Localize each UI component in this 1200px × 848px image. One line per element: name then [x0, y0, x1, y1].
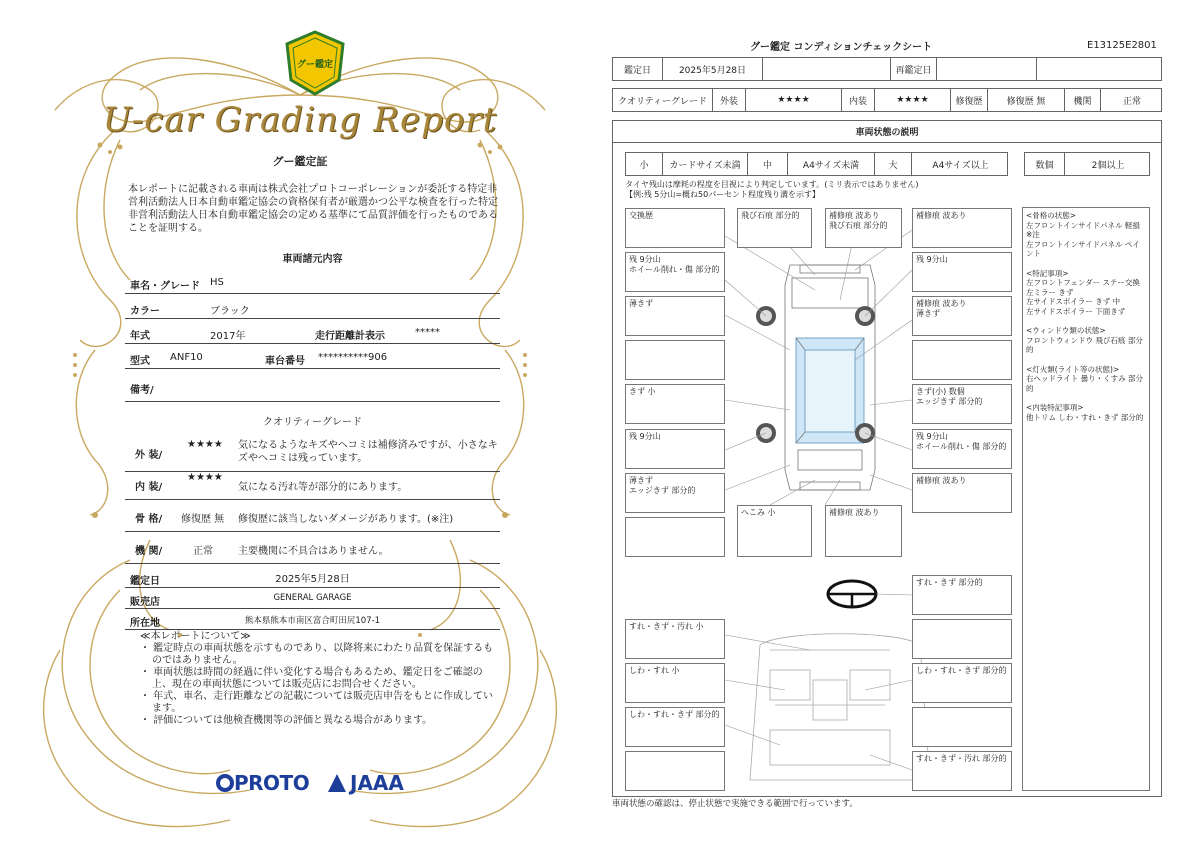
engine-label: 機関 — [1065, 89, 1101, 111]
jaaa-logo-text: JAAA — [350, 771, 404, 795]
damage-label: きず 小 — [625, 384, 725, 424]
summary-line: 右ヘッドライト 曇り・くすみ 部分的 — [1026, 374, 1144, 393]
damage-label: 薄きず エッジきず 部分的 — [625, 473, 725, 513]
chassis-label: 車台番号 — [265, 356, 305, 367]
engine-value: 正常 — [1122, 96, 1141, 107]
frame-label: 骨 格/ — [135, 514, 163, 525]
certificate-title: グー鑑定証 — [272, 155, 328, 168]
name-label: 車名・グレード — [130, 281, 200, 292]
inspection-date-value: 2025年5月28日 — [663, 58, 763, 80]
summary-line: 左フロントインサイドパネル ペイント — [1026, 239, 1140, 258]
date-value: 2025年5月28日 — [275, 574, 350, 585]
exterior-description: 気になるようなキズやヘコミは補修済みですが、小さなキズやヘコミは残っています。 — [238, 440, 498, 464]
damage-label: 残 9分山 ホイール削れ・傷 部分的 — [625, 252, 725, 292]
note-item: ・ 年式、車名、走行距離などの記載については販売店申告をもとに作成しています。 — [140, 691, 493, 714]
sheet-code: E13125E2801 — [1087, 40, 1157, 51]
summary-line: <灯火類(ライト等の状態)> — [1026, 364, 1120, 374]
chassis-value: **********906 — [318, 352, 388, 363]
summary-line: 他トリム しわ・すれ・きず 部分的 — [1026, 412, 1144, 422]
damage-label: 交換歴 — [625, 208, 725, 248]
int-stars: ★★★★ — [875, 89, 951, 111]
damage-label: 補修痕 波あり 薄きず — [912, 296, 1012, 336]
odometer-label: 走行距離計表示 — [315, 331, 385, 342]
damage-label: しわ・すれ・きず 部分的 — [912, 663, 1012, 703]
condition-summary — [1022, 207, 1150, 791]
damage-label: しわ・すれ 小 — [625, 663, 725, 703]
quality-section-title: クオリティーグレード — [263, 417, 362, 428]
spec-section-title: 車両諸元内容 — [282, 254, 343, 265]
engine-description: 主要機関に不具合はありません。 — [238, 546, 389, 557]
report-notes — [140, 631, 500, 727]
info-row-date — [125, 568, 500, 588]
damage-label-empty — [625, 751, 725, 791]
damage-label: 補修痕 波あり — [912, 208, 1012, 248]
summary-line: 左フロントフェンダー ステー交換 — [1026, 278, 1140, 287]
note-item: ・ 車両状態は時間の経過に伴い変化する場合もあるため、鑑定日をご確認の上、現在の車両状態については販売店にお問合せください。 — [140, 667, 483, 690]
report-script-title: U-car Grading Report — [102, 100, 498, 140]
damage-label-empty — [912, 619, 1012, 659]
certificate-statement: 本レポートに記載される車両は株式会社プロトコーポレーションが委託する特定非営利活動法人日本自動車鑑定協会の資格保有者が厳選かつ公平な検査を行った特定非営利活動法人日本自動車鑑定協会の定める基準にて品質評価を行ったものであることを証明する。 — [128, 184, 498, 234]
note-item: ・ 鑑定時点の車両状態を示すものであり、以降将来にわたり品質を保証するものではありません。 — [140, 643, 494, 666]
quality-row-frame — [125, 502, 500, 532]
damage-label: しわ・すれ・きず 部分的 — [625, 707, 725, 747]
name-value: HS — [210, 277, 224, 288]
reinspection-label: 再鑑定日 — [891, 58, 937, 80]
quality-row-engine — [125, 534, 500, 564]
spec-row-year — [125, 322, 500, 344]
spec-row-name — [125, 272, 500, 294]
size-large-label: 大 — [875, 153, 912, 175]
size-small-desc: カードサイズ未満 — [663, 153, 748, 175]
date-label: 鑑定日 — [130, 576, 160, 587]
damage-label: すれ・きず・汚れ 小 — [625, 619, 725, 659]
damage-label-empty — [625, 340, 725, 380]
spec-row-model — [125, 347, 500, 369]
damage-label: 残 9分山 — [625, 429, 725, 469]
damage-label: 薄きず — [625, 296, 725, 336]
int-label: 内装 — [842, 89, 875, 111]
engine-value: 正常 — [193, 546, 213, 557]
summary-line: 左サイドスポイラー 下面きず — [1026, 306, 1126, 316]
info-row-shop — [125, 589, 500, 609]
quality-row-exterior — [125, 434, 500, 472]
model-label: 型式 — [130, 356, 150, 367]
condition-check-sheet — [600, 0, 1200, 848]
size-mid-label: 中 — [748, 153, 788, 175]
exterior-stars: ★★★★ — [187, 439, 223, 450]
quality-label: クオリティーグレード — [613, 89, 713, 111]
notes-title: ≪本レポートについて≫ — [140, 631, 251, 642]
badge-text: グー鑑定 — [296, 59, 333, 70]
size-mid-desc: A4サイズ未満 — [788, 153, 875, 175]
sheet-footer-note: 車両状態の確認は、停止状態で実施できる範囲で行っています。 — [612, 799, 858, 809]
proto-logo-text: PROTO — [234, 771, 310, 795]
damage-label: 残 9分山 — [912, 252, 1012, 292]
condition-section-title: 車両状態の説明 — [613, 121, 1161, 143]
summary-gap — [1026, 393, 1146, 403]
proto-logo — [216, 771, 309, 795]
repair-label: 修復歴 — [951, 89, 988, 111]
address-value: 熊本県熊本市南区富合町田尻107-1 — [244, 616, 381, 626]
damage-label-empty — [912, 340, 1012, 380]
summary-line: <骨格の状態> — [1026, 211, 1077, 220]
spec-row-remarks — [125, 374, 500, 402]
summary-gap — [1026, 259, 1146, 269]
damage-label: 補修痕 波あり 飛び石痕 部分的 — [825, 208, 902, 248]
jaaa-logo — [328, 771, 404, 795]
interior-stars: ★★★★ — [187, 472, 223, 483]
damage-label-empty — [912, 707, 1012, 747]
note-item: ・ 評価については他検査機関等の評価と異なる場合があります。 — [140, 715, 433, 726]
summary-line: 左フロントインサイドパネル 軽損 — [1026, 220, 1140, 230]
summary-gap — [1026, 355, 1146, 365]
goo-appraisal-badge — [287, 32, 343, 94]
summary-line: 左サイドスポイラー きず 中 — [1026, 297, 1121, 306]
info-row-address — [125, 610, 500, 630]
summary-line: <ウィンドウ類の状態> — [1026, 326, 1106, 335]
damage-label: 残 9分山 ホイール削れ・傷 部分的 — [912, 429, 1012, 469]
tire-note: タイヤ残山は摩耗の程度を目視により判定しています。(ミリ表示ではありません) — [625, 180, 919, 189]
sheet-title: グー鑑定 コンディションチェックシート — [750, 42, 933, 53]
count-desc: 2個以上 — [1091, 160, 1125, 171]
damage-label: 補修痕 波あり — [825, 505, 902, 557]
frame-description: 修復歴に該当しないダメージがあります。(※注) — [238, 514, 454, 525]
damage-label: きず(小) 数個 エッジきず 部分的 — [912, 384, 1012, 424]
tire-example: 【例:残 5分山=概ね50パーセント程度残り溝を示す】 — [625, 190, 821, 199]
interior-label: 内 装/ — [135, 482, 163, 493]
quality-row-interior — [125, 470, 500, 500]
damage-label: すれ・きず・汚れ 部分的 — [912, 751, 1012, 791]
exterior-label: 外 装/ — [135, 450, 163, 461]
ext-label: 外装 — [713, 89, 746, 111]
summary-line: ※注 — [1026, 230, 1040, 239]
summary-gap — [1026, 316, 1146, 326]
summary-line: <内装特記事項> — [1026, 403, 1084, 412]
remarks-label: 備考/ — [130, 385, 154, 396]
engine-label: 機 関/ — [135, 546, 163, 557]
damage-label: すれ・きず 部分的 — [912, 575, 1012, 615]
odometer-value: ***** — [415, 327, 440, 338]
damage-label: へこみ 小 — [737, 505, 812, 557]
spec-row-color — [125, 297, 500, 319]
summary-line: フロントウィンドウ 飛び石痕 部分的 — [1026, 335, 1143, 354]
size-large-desc: A4サイズ以上 — [932, 160, 989, 171]
shop-label: 販売店 — [130, 597, 160, 608]
model-value: ANF10 — [170, 352, 203, 363]
damage-label: 飛び石痕 部分的 — [737, 208, 812, 248]
inspection-date-label: 鑑定日 — [613, 58, 663, 80]
count-label: 数個 — [1025, 153, 1065, 175]
year-value: 2017年 — [210, 331, 246, 342]
shop-value: GENERAL GARAGE — [273, 593, 352, 603]
color-label: カラー — [130, 306, 160, 317]
ext-stars: ★★★★ — [746, 89, 842, 111]
year-label: 年式 — [130, 331, 150, 342]
damage-label: 補修痕 波あり — [912, 473, 1012, 513]
repair-value: 修復歴 無 — [988, 89, 1065, 111]
damage-label-empty — [625, 517, 725, 557]
color-value: ブラック — [210, 306, 250, 317]
interior-description: 気になる汚れ等が部分的にあります。 — [238, 482, 408, 493]
summary-line: <特記事項> — [1026, 268, 1069, 278]
frame-value: 修復歴 無 — [181, 514, 225, 525]
address-label: 所在地 — [130, 618, 160, 629]
size-small-label: 小 — [626, 153, 663, 175]
summary-line: 左ミラー きず — [1026, 287, 1074, 297]
